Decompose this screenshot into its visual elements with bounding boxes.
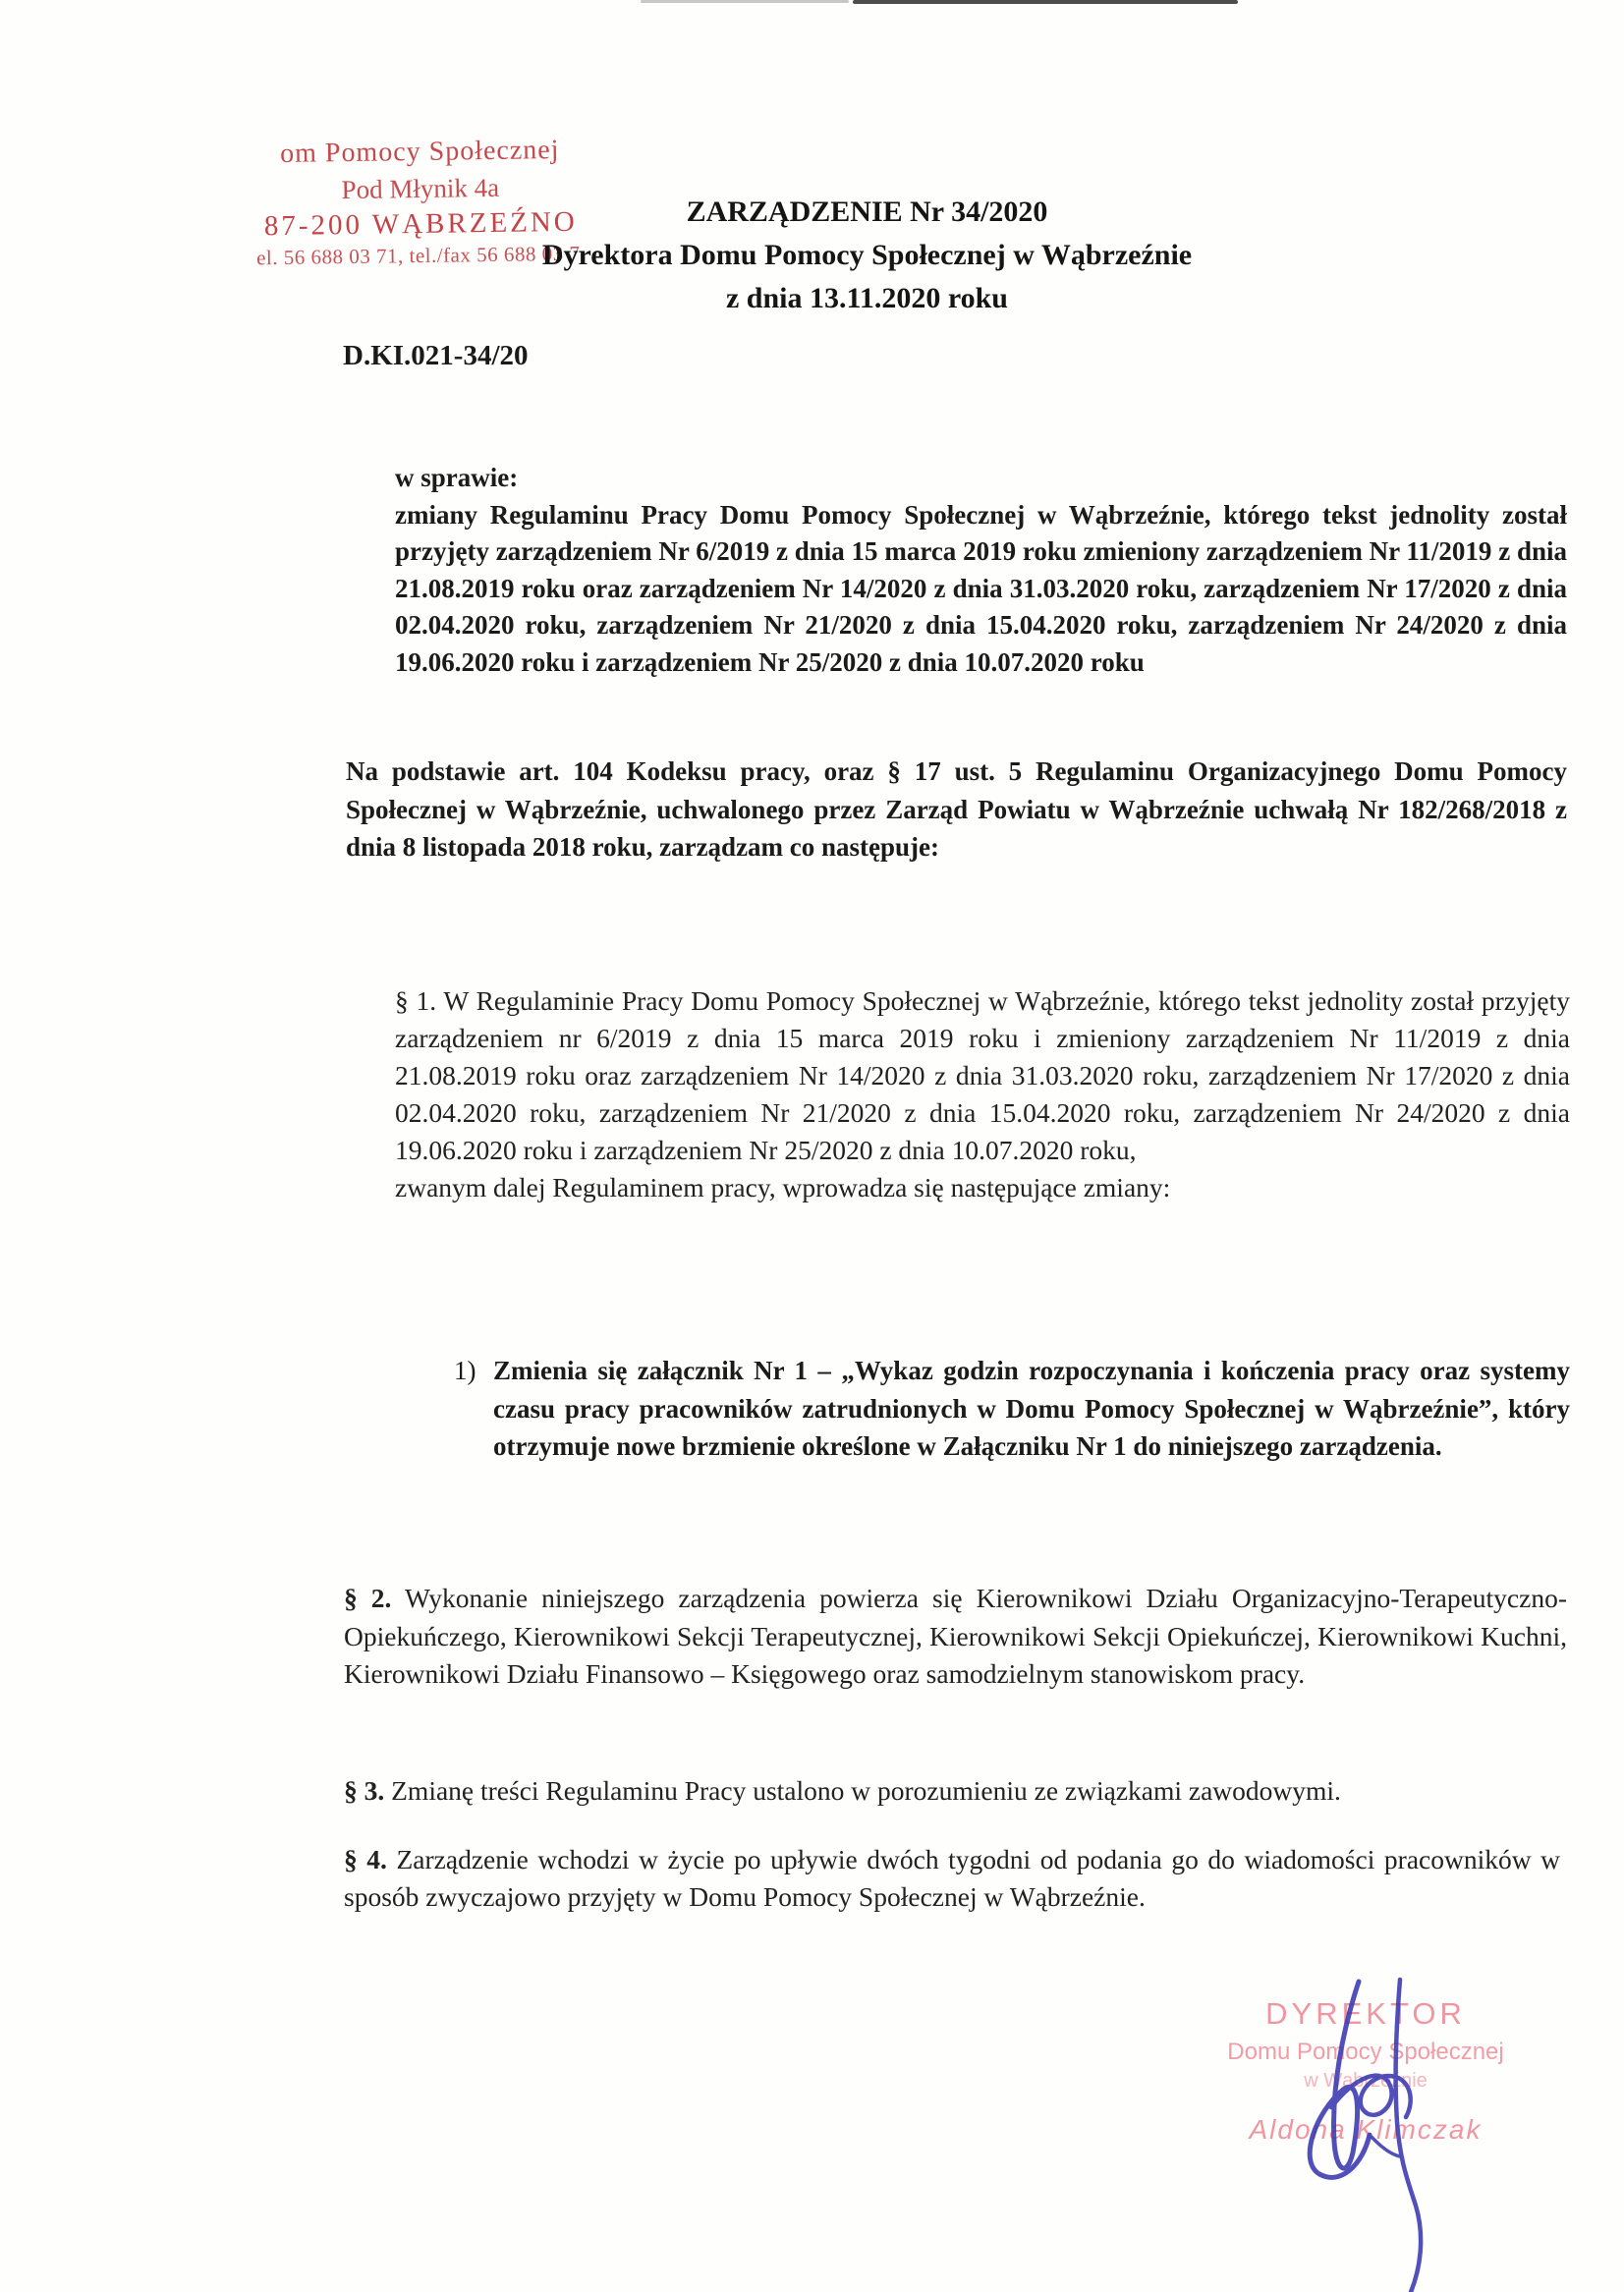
subject-text: zmiany Regulaminu Pracy Domu Pomocy Społecznej w Wąbrzeźnie, którego tekst jednolity został przyjęty zarządzeniem Nr 6/2019 z dnia 15 marca 2019 roku zmieniony zarządzeniem Nr 11/2019 z dnia 21.08.2019 roku oraz zarządzeniem Nr 14/2020 z dnia 31.03.2020 roku, zarządzeniem Nr 17/2020 z dnia 02.04.2020 roku, zarządzeniem Nr 21/2020 z dnia 15.04.2020 roku, zarządzeniem Nr 24/2020 z dnia 19.06.2020 roku i zarządzeniem Nr 25/2020 z dnia 10.07.2020 roku: [395, 499, 1567, 677]
stamp-institution-name: om Pomocy Społecznej: [279, 135, 560, 169]
title-line-number: ZARZĄDZENIE Nr 34/2020: [686, 196, 1048, 228]
section-3-text: Zmianę treści Regulaminu Pracy ustalono w porozumieniu ze związkami zawodowymi.: [384, 1775, 1341, 1806]
section-4-number: § 4.: [344, 1844, 387, 1874]
scan-artifact-line-light: [641, 0, 849, 3]
section-1-tail: zwanym dalej Regulaminem pracy, wprowadza się następujące zmiany:: [395, 1172, 1171, 1202]
title-line-date: z dnia 13.11.2020 roku: [725, 282, 1008, 314]
reference-number: D.KI.021-34/20: [343, 340, 529, 371]
section-2-number: § 2.: [344, 1583, 392, 1613]
list-item-text: Zmienia się załącznik Nr 1 – „Wykaz godzin rozpoczynania i kończenia pracy oraz systemy czasu pracy pracowników zatrudnionych w Domu Pomocy Społecznej w Wąbrzeźnie”, który otrzymuje nowe brzmienie określone w Załączniku Nr 1 do niniejszego zarządzenia.: [493, 1356, 1570, 1461]
legal-basis-paragraph: Na podstawie art. 104 Kodeksu pracy, oraz § 17 ust. 5 Regulaminu Organizacyjnego Domu Pomocy Społecznej w Wąbrzeźnie, uchwalonego przez Zarząd Powiatu w Wąbrzeźnie uchwałą Nr 182/268/2018 z dnia 8 listopada 2018 roku, zarządzam co następuje:: [346, 756, 1567, 862]
director-stamp: [1201, 1996, 1531, 2146]
title-line-issuer: Dyrektora Domu Pomocy Społecznej w Wąbrzeźnie: [541, 239, 1193, 271]
section-4-text: Zarządzenie wchodzi w życie po upływie dwóch tygodni od podania go do wiadomości pracowników w sposób zwyczajowo przyjęty w Domu Pomocy Społecznej w Wąbrzeźnie.: [344, 1844, 1561, 1912]
list-item-number: 1): [454, 1356, 476, 1385]
stamp-street: Pod Młynik 4a: [341, 172, 500, 205]
section-2-text: Wykonanie niniejszego zarządzenia powierza się Kierownikowi Działu Organizacyjno-Terapeutyczno-Opiekuńczego, Kierownikowi Sekcji Terapeutycznej, Kierownikowi Sekcji Opiekuńczej, Kierownikowi Kuchni, Kierownikowi Działu Finansowo – Księgowego oraz samodzielnym stanowiskom pracy.: [344, 1583, 1567, 1689]
subject-label: w sprawie:: [395, 463, 519, 492]
director-stamp-name: Aldona Klimczak: [1249, 2114, 1483, 2145]
stamp-city: 87-200 WĄBRZEŹNO: [263, 205, 578, 243]
subject-paragraph: [395, 460, 1567, 681]
director-stamp-title: DYREKTOR: [1265, 1996, 1466, 2031]
section-4-paragraph: [344, 1841, 1560, 1916]
section-2-paragraph: [344, 1580, 1567, 1694]
document-title: [422, 191, 1312, 320]
stamp-phone: el. 56 688 03 71, tel./fax 56 688 03 7: [255, 241, 581, 270]
director-stamp-institution: Domu Pomocy Społecznej: [1227, 2039, 1504, 2065]
section-3-paragraph: [344, 1772, 1592, 1810]
section-1-body: § 1. W Regulaminie Pracy Domu Pomocy Społecznej w Wąbrzeźnie, którego tekst jednolity został przyjęty zarządzeniem nr 6/2019 z dnia 15 marca 2019 roku i zmieniony zarządzeniem Nr 11/2019 z dnia 21.08.2019 roku oraz zarządzeniem Nr 14/2020 z dnia 31.03.2020 roku, zarządzeniem Nr 17/2020 z dnia 02.04.2020 roku, zarządzeniem Nr 21/2020 z dnia 15.04.2020 roku, zarządzeniem Nr 24/2020 z dnia 19.06.2020 roku i zarządzeniem Nr 25/2020 z dnia 10.07.2020 roku,: [395, 985, 1570, 1165]
section-1-paragraph: [395, 982, 1570, 1206]
director-stamp-city: w Wąbrzeźnie: [1304, 2070, 1428, 2092]
scan-artifact-line-dark: [853, 0, 1238, 4]
amendment-list-item: [454, 1352, 1570, 1466]
section-3-number: § 3.: [344, 1775, 385, 1806]
